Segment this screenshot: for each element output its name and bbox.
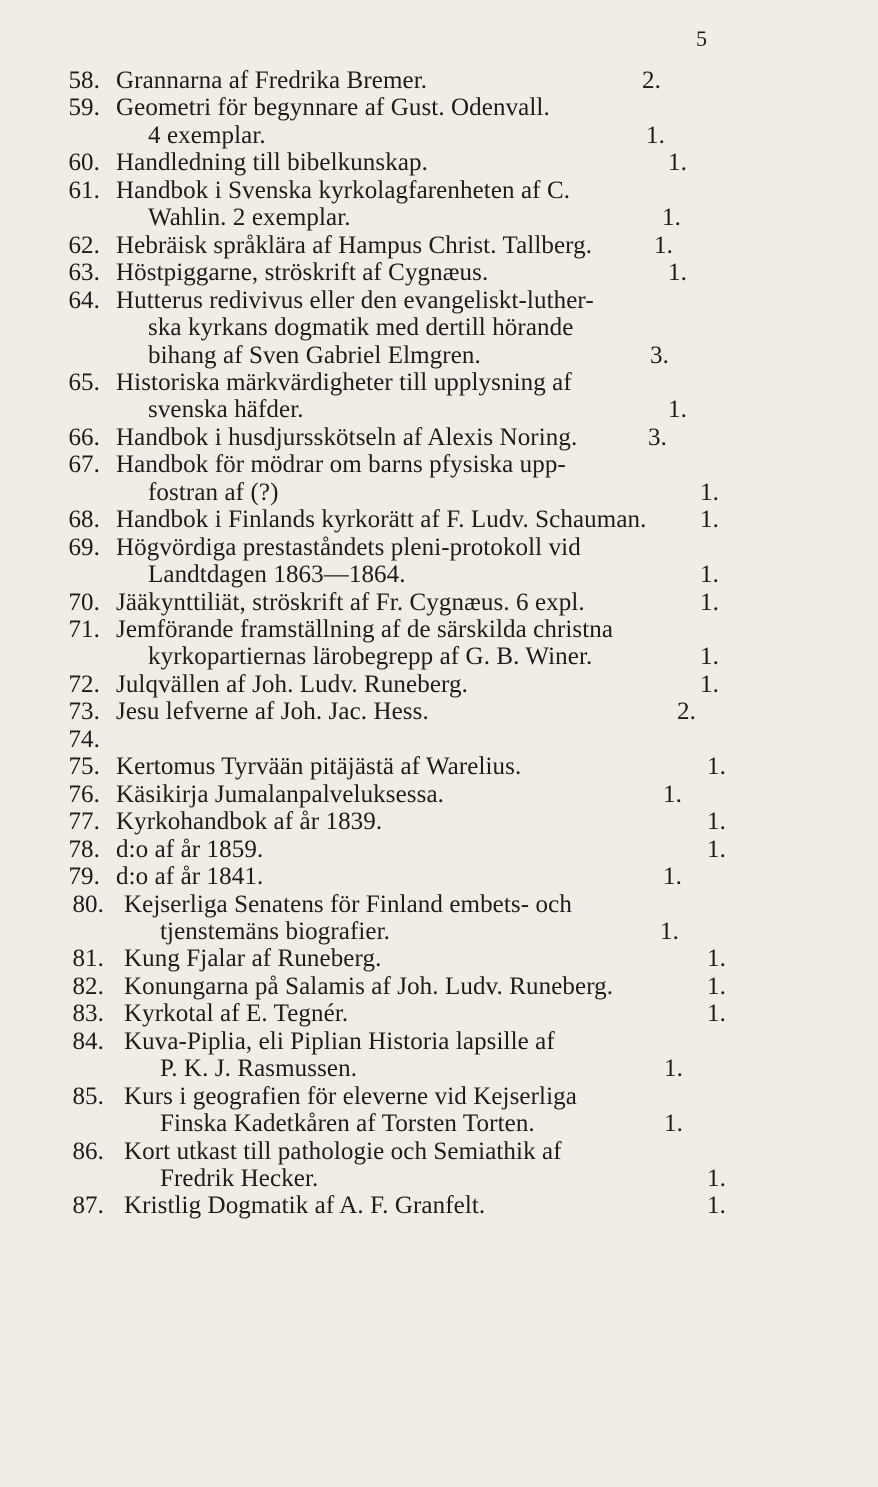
entry-quantity: 1.	[707, 945, 726, 973]
catalog-entry	[0, 66, 878, 96]
entry-title: ska kyrkans dogmatik med dertill hörande	[148, 314, 574, 342]
entry-number: 76.	[68, 780, 100, 808]
entry-title: Grannarna af Fredrika Bremer.	[116, 67, 428, 94]
catalog-entry	[0, 1137, 878, 1167]
entry-quantity: 1.	[707, 1000, 726, 1028]
entry-title: Handledning till bibelkunskap.	[116, 149, 428, 177]
catalog-entry	[0, 423, 878, 453]
entry-number: 65.	[68, 368, 100, 396]
entry-title: Kertomus Tyrvään pitäjästä af Warelius.	[116, 753, 522, 781]
entry-quantity: 1.	[707, 1192, 726, 1220]
entry-title: Kyrkohandbok af år 1839.	[116, 808, 383, 836]
entry-title: Landtdagen 1863—1864.	[148, 561, 406, 589]
entry-quantity: 1.	[707, 808, 726, 836]
catalog-entry-continuation	[0, 478, 878, 508]
entry-quantity: 1.	[707, 1165, 726, 1192]
entry-quantity: 1.	[654, 231, 673, 259]
entry-quantity: 1.	[700, 561, 719, 589]
catalog-entry	[0, 505, 878, 535]
entry-number: 81.	[72, 945, 104, 973]
entry-quantity: 1.	[700, 670, 719, 698]
entry-quantity: 1.	[668, 259, 687, 287]
entry-number: 62.	[68, 231, 100, 259]
catalog-entry	[0, 148, 878, 178]
entry-number: 86.	[72, 1137, 104, 1165]
catalog-entry	[0, 93, 878, 123]
catalog-entry-continuation	[0, 1164, 878, 1194]
catalog-entry-continuation	[0, 642, 878, 672]
entry-quantity: 2.	[642, 67, 661, 94]
entry-title: Handbok i Svenska kyrkolagfarenheten af C.	[116, 176, 571, 204]
entry-title: bihang af Sven Gabriel Elmgren.	[148, 341, 481, 369]
catalog-entry	[0, 835, 878, 865]
entry-number: 79.	[68, 863, 100, 891]
entry-quantity: 1.	[707, 753, 726, 781]
entry-quantity: 1.	[700, 588, 719, 616]
catalog-entry	[0, 1191, 878, 1221]
catalog-entry	[0, 1082, 878, 1112]
entry-number: 70.	[68, 588, 100, 616]
entry-title: Konungarna på Salamis af Joh. Ludv. Runeberg.	[124, 972, 614, 1000]
catalog-entry-continuation	[0, 313, 878, 343]
catalog-entry-continuation	[0, 341, 878, 371]
catalog-entry-continuation	[0, 121, 878, 151]
entry-title: Handbok i husdjursskötseln af Alexis Noring.	[116, 423, 578, 451]
catalog-entry	[0, 533, 878, 563]
catalog-entry	[0, 807, 878, 837]
entry-title: Geometri för begynnare af Gust. Odenvall.	[116, 94, 550, 122]
catalog-entry-continuation	[0, 395, 878, 425]
entry-quantity: 1.	[664, 1110, 683, 1138]
catalog-entry-continuation	[0, 560, 878, 590]
entry-title: Kung Fjalar af Runeberg.	[124, 945, 382, 973]
catalog-entry-continuation	[0, 1054, 878, 1084]
catalog-entry	[0, 999, 878, 1029]
entry-number: 68.	[68, 506, 100, 534]
entry-number: 77.	[68, 808, 100, 836]
entry-number: 84.	[72, 1027, 104, 1055]
entry-title: d:o af år 1841.	[116, 863, 264, 891]
entry-quantity: 3.	[648, 423, 667, 451]
catalog-entry	[0, 780, 878, 810]
catalog-entry	[0, 368, 878, 398]
entry-title: Historiska märkvärdigheter till upplysning af	[116, 368, 572, 396]
catalog-entry	[0, 286, 878, 316]
entry-title: 4 exemplar.	[148, 121, 266, 149]
entry-quantity: 1.	[668, 149, 687, 177]
entry-quantity: 1.	[660, 917, 679, 945]
catalog-entry	[0, 1027, 878, 1057]
entry-title: Hebräisk språklära af Hampus Christ. Tallberg.	[116, 231, 593, 259]
entry-quantity: 1.	[663, 780, 682, 808]
catalog-entry	[0, 697, 878, 727]
catalog-entry	[0, 615, 878, 645]
catalog-entry	[0, 725, 878, 755]
entry-number: 85.	[72, 1082, 104, 1110]
entry-quantity: 1.	[663, 863, 682, 891]
entry-number: 60.	[68, 149, 100, 177]
entry-title: Wahlin. 2 exemplar.	[148, 204, 351, 232]
catalog-entry	[0, 972, 878, 1002]
entry-title: d:o af år 1859.	[116, 835, 264, 863]
entry-quantity: 1.	[700, 478, 719, 506]
catalog-entry-continuation	[0, 1109, 878, 1139]
entry-title: svenska häfder.	[148, 396, 304, 424]
page-number: 5	[696, 26, 707, 51]
entry-number: 67.	[68, 451, 100, 479]
entry-number: 83.	[72, 1000, 104, 1028]
entry-number: 78.	[68, 835, 100, 863]
entry-title: Jesu lefverne af Joh. Jac. Hess.	[116, 698, 429, 726]
entry-title: Fredrik Hecker.	[160, 1165, 319, 1192]
entry-title: Julqvällen af Joh. Ludv. Runeberg.	[116, 670, 468, 698]
entry-quantity: 2.	[677, 698, 696, 726]
entry-title: fostran af (?)	[148, 478, 279, 506]
entry-number: 66.	[68, 423, 100, 451]
entry-quantity: 1.	[668, 396, 687, 424]
catalog-entry	[0, 258, 878, 288]
entry-title: Kejserliga Senatens för Finland embets- och	[124, 890, 572, 918]
entry-title: Jemförande framställning af de särskilda christna	[116, 616, 614, 643]
catalog-entry	[0, 588, 878, 618]
entry-number: 59.	[68, 94, 100, 122]
entry-title: Hutterus redivivus eller den evangeliskt-luther-	[116, 286, 594, 314]
entry-title: Finska Kadetkåren af Torsten Torten.	[160, 1110, 535, 1138]
entry-title: tjenstemäns biografier.	[160, 917, 391, 945]
entry-quantity: 3.	[650, 341, 669, 369]
catalog-entry-continuation	[0, 203, 878, 233]
catalog-entry	[0, 670, 878, 700]
entry-title: Kort utkast till pathologie och Semiathik af	[124, 1137, 562, 1165]
entry-number: 75.	[68, 753, 100, 781]
catalog-entry-continuation	[0, 917, 878, 947]
entry-quantity: 1.	[707, 972, 726, 1000]
entry-number: 69.	[68, 533, 100, 561]
entry-number: 61.	[68, 176, 100, 204]
catalog-entry	[0, 890, 878, 920]
entry-quantity: 1.	[707, 835, 726, 863]
entry-title: Kurs i geografien för eleverne vid Kejserliga	[124, 1082, 577, 1110]
entry-number: 73.	[68, 698, 100, 726]
entry-title: Kyrkotal af E. Tegnér.	[124, 1000, 349, 1028]
entry-number: 87.	[72, 1192, 104, 1220]
entry-number: 74.	[68, 725, 100, 753]
entry-quantity: 1.	[700, 643, 719, 671]
entry-quantity: 1.	[664, 1055, 683, 1083]
catalog-entry	[0, 176, 878, 206]
entry-number: 72.	[68, 670, 100, 698]
entry-title: Kuva-Piplia, eli Piplian Historia lapsille af	[124, 1027, 555, 1055]
entry-quantity: 1.	[646, 121, 665, 149]
catalog-entry	[0, 450, 878, 480]
entry-quantity: 1.	[700, 506, 719, 534]
entry-title: Höstpiggarne, ströskrift af Cygnæus.	[116, 259, 489, 287]
entry-title: Kristlig Dogmatik af A. F. Granfelt.	[124, 1192, 486, 1220]
entry-number: 63.	[68, 259, 100, 287]
entry-quantity: 1.	[662, 204, 681, 232]
entry-title: kyrkopartiernas lärobegrepp af G. B. Winer.	[148, 643, 593, 671]
entry-title: Jääkynttiliät, ströskrift af Fr. Cygnæus. 6 expl.	[116, 588, 585, 616]
entry-number: 80.	[72, 890, 104, 918]
entry-number: 82.	[72, 972, 104, 1000]
entry-title: Handbok för mödrar om barns pfysiska upp-	[116, 451, 566, 479]
catalog-entry	[0, 752, 878, 782]
entry-title: P. K. J. Rasmussen.	[160, 1055, 358, 1083]
entry-number: 71.	[68, 616, 100, 643]
entry-number: 64.	[68, 286, 100, 314]
entry-title: Högvördiga prestaståndets pleni-protokoll vid	[116, 533, 581, 561]
entry-title: Handbok i Finlands kyrkorätt af F. Ludv. Schauman.	[116, 506, 647, 534]
entry-number: 58.	[68, 67, 100, 94]
catalog-entry	[0, 944, 878, 974]
catalog-entry	[0, 862, 878, 892]
entry-title: Käsikirja Jumalanpalveluksessa.	[116, 780, 445, 808]
catalog-entry	[0, 231, 878, 261]
